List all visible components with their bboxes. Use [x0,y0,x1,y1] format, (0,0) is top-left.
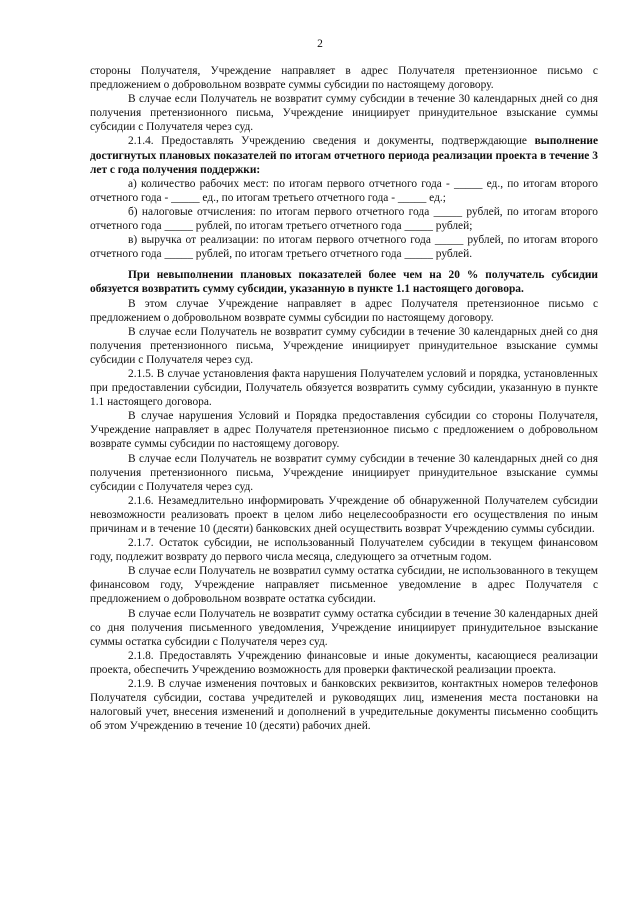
paragraph: 2.1.5. В случае установления факта нарушения Получателем условий и порядка, установленных при предоставлении субсидии, Получатель обязуется возвратить сумму субсидии, указанную в пункте 1.1 настоящего договора. [90,367,598,409]
paragraph: В случае если Получатель не возвратит сумму субсидии в течение 30 календарных дней со дня получения претензионного письма, Учреждение инициирует принудительное взыскание суммы субсидии с Получателя через суд. [90,452,598,493]
paragraph-bold [90,268,598,296]
paragraph: В случае если Получатель не возвратит сумму субсидии в течение 30 календарных дней со дня получения претензионного письма, Учреждение инициирует принудительное взыскание суммы субсидии с Получателя через суд. [90,325,598,366]
paragraph: стороны Получателя, Учреждение направляет в адрес Получателя претензионное письмо с предложением о добровольном возврате суммы субсидии по настоящему договору. [90,65,598,92]
paragraph-bold-text: выполнение достигнутых плановых показателей по итогам отчетного периода реализации проекта в течение 3 лет с года получения поддержки: [90,135,598,176]
paragraph-text: 2.1.4. Предоставлять Учреждению сведения и документы, подтверждающие [128,135,535,148]
paragraph: В случае нарушения Условий и Порядка предоставления субсидии со стороны Получателя, Учреждение направляет в адрес Получателя претензионное письмо с предложением о добровольном возврате суммы субсидии по настоящему договору. [90,410,598,451]
paragraph: 2.1.6. Незамедлительно информировать Учреждение об обнаруженной Получателем субсидии невозможности реализовать проект в целом либо нецелесообразности его осуществления по иным причинам и в течение 10 (десяти) банковских дней осуществить возврат Учреждению суммы субсидии. [90,494,598,535]
paragraph: В случае если Получатель не возвратит сумму остатка субсидии в течение 30 календарных дней со дня получения письменного уведомления, Учреждение инициирует принудительное взыскание суммы остатка субсидии с Получателя через суд. [90,607,598,648]
paragraph-2-1-4 [90,134,598,176]
paragraph: 2.1.7. Остаток субсидии, не использованный Получателем субсидии в текущем финансовом году, подлежит возврату до первого числа месяца, следующего за отчетным годом. [90,537,598,564]
document-body [90,64,598,733]
paragraph: в) выручка от реализации: по итогам первого отчетного года _____ рублей, по итогам второго отчетного года _____ рублей, по итогам третьего отчетного года _____ рублей. [90,234,598,261]
paragraph: б) налоговые отчисления: по итогам первого отчетного года _____ рублей, по итогам второго отчетного года _____ рублей, по итогам третьего отчетного года _____ рублей; [90,205,598,233]
paragraph: В случае если Получатель не возвратил сумму остатка субсидии, не использованного в текущем финансовом году, Учреждение направляет письменное уведомление в адрес Получателя с предложением о добровольном возврате остатка субсидии. [90,565,598,606]
paragraph: 2.1.8. Предоставлять Учреждению финансовые и иные документы, касающиеся реализации проекта, обеспечить Учреждению возможность для проверки фактической реализации проекта. [90,649,598,676]
paragraph-bold-text: При невыполнении плановых показателей более чем на 20 % получатель субсидии обязуется возвратить сумму субсидии, указанную в пункте 1.1 настоящего договора. [90,269,598,296]
paragraph: В этом случае Учреждение направляет в адрес Получателя претензионное письмо с предложением о добровольном возврате суммы субсидии по настоящему договору. [90,297,598,324]
paragraph: а) количество рабочих мест: по итогам первого отчетного года - _____ ед., по итогам второго отчетного года - _____ ед., по итогам третьего отчетного года - _____ ед.; [90,177,598,204]
page-number: 2 [317,38,323,50]
paragraph: В случае если Получатель не возвратит сумму субсидии в течение 30 календарных дней со дня получения претензионного письма, Учреждение инициирует принудительное взыскание суммы субсидии с Получателя через суд. [90,93,598,134]
paragraph: 2.1.9. В случае изменения почтовых и банковских реквизитов, контактных номеров телефонов Получателя субсидии, состава учредителей и руководящих лиц, изменения места постановки на налоговый учет, внесения изменений и дополнений в учредительные документы письменно сообщить об этом Учреждению в течение 10 (десяти) рабочих дней. [90,678,598,733]
